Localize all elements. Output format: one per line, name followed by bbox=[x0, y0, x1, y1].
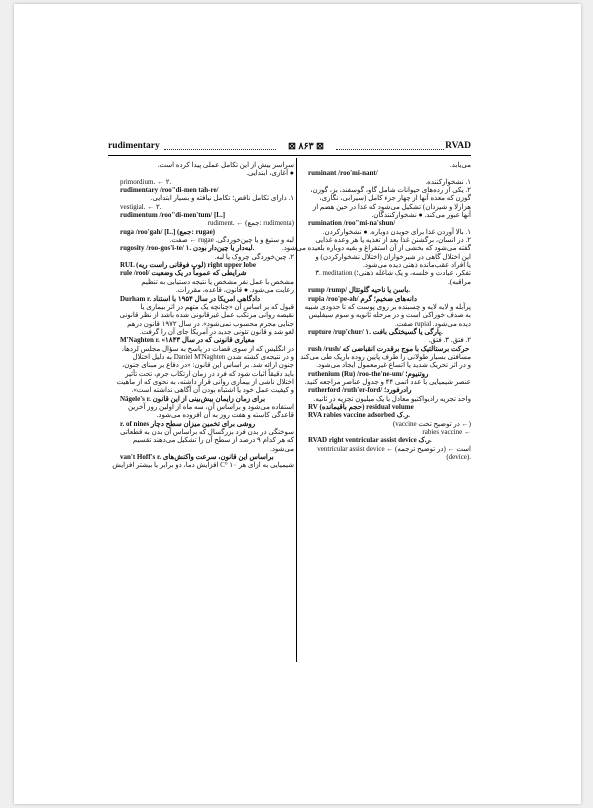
entry-text-line: ● آغازی، ابتدایی. bbox=[246, 169, 294, 178]
entry-text-line: اختلال ناشی از بیماری روانی قرار داشته، به نحوی که از ماهیت bbox=[116, 377, 294, 386]
entry-text-line: باید دقیقاً اثبات شود که فرد در زمان ارتکاب جرم، تحت تأثیر bbox=[125, 369, 294, 378]
page-number-ornament-left: ⊠ bbox=[288, 142, 296, 152]
entry-headword-line: ruthenium (Ru) /roo-the'ne-um/ روتنیوم؛ bbox=[308, 369, 429, 378]
entry-text-line: لبه و ستیغ و یا چین‌خوردگی. rugae ← صفت. bbox=[169, 236, 294, 245]
entry-headword-line: rudimentum /roo"di-men'tum/ [L.] bbox=[120, 211, 226, 220]
entry-text-line: به صدف خوراکی است و در مرحله ثانویه و سوم سیفلیس bbox=[308, 311, 471, 320]
entry-text-line: ۱. بالا آوردن غذا برای جویدن دوباره. ● نشخوارکردن. bbox=[322, 227, 471, 236]
entry-headword-line: rule /rool/ شرایطی که عموماً در یک وضعیت bbox=[120, 269, 247, 278]
entry-headword-line: rumination /roo"mi-na'shun/ bbox=[308, 219, 396, 228]
page-header bbox=[108, 141, 471, 155]
entry-text-line: و در اثر تحریک شدید یا اتساع غیرمعمول ایجاد می‌شود. bbox=[316, 361, 471, 370]
entry-headword-line: rupture /rup'chur/ ۱. پارگی یا گسیختگی بافت. bbox=[308, 327, 443, 336]
entry-text-line: ventricular assist device ← (در توضیح ترجمه) ← است bbox=[317, 444, 471, 453]
entry-text-line: rudiment. ← (جمع: rudimenta) bbox=[207, 219, 294, 228]
entry-text-line: ۲. فتق. ۳. فتق. bbox=[428, 336, 471, 345]
entry-text-line: جنایی مجرم محسوب نمی‌شود». در سال ۱۹۷۲ قانون درهم bbox=[127, 319, 294, 328]
entry-text-line: ۲. چین‌خوردگی چروک یا لبه. bbox=[214, 252, 294, 261]
entry-headword-line: rush /rush/ حرکت برستالتیک با موج برقدرت انقباضی که bbox=[308, 344, 470, 353]
entry-text-line: قاعدگی کاسته و هفت روز به آن افزوده می‌شود. bbox=[156, 411, 294, 420]
entry-headword-line: Nägele's r. برای زمان زایمان بیش‌بینی از این قانون bbox=[120, 394, 266, 403]
entry-headword-line: ruminant /roo'mi-nant/ bbox=[308, 169, 378, 178]
entry-text-line: رعایت می‌شود. ● قانون، قاعده، مقررات. bbox=[176, 286, 294, 295]
entry-headword-line: RUL (لوب فوقانی راست ریه) right upper lobe bbox=[120, 261, 257, 270]
entry-text-line: در انگلیس که از سوی قضات در پاسخ به سؤال مجلس لردها، bbox=[121, 344, 294, 353]
entry-text-line: primordium. ← ۲. bbox=[120, 177, 172, 186]
entry-text-line: یا افراد عقب‌مانده ذهنی دیده می‌شود. bbox=[363, 261, 471, 270]
entry-text-line: گوزن که معده آنها از چهار جزء کامل (سیرابی، نگاری، bbox=[319, 194, 471, 203]
entry-text-line: سوختگی در بدن فرد بزرگسال که براساس آن بدن به قطعاتی bbox=[119, 428, 294, 436]
entry-text-line: استفاده می‌شود و براساس آن، سه ماه از اولین روز آخرین bbox=[127, 402, 294, 411]
entry-text-line: پرآبله و لایه لایه و چسبنده بر روی پوست که تا حدودی شبیه bbox=[304, 302, 471, 311]
dictionary-page bbox=[14, 4, 581, 804]
entry-text-line: آنها عبور می‌کند. ● نشخوارکنندگان. bbox=[371, 211, 471, 220]
entry-text-line: (device). bbox=[446, 453, 471, 462]
entry-headword-line: r. of nines روشی برای تخمین میزان سطح دچار bbox=[120, 419, 256, 428]
entry-headword-line: rugosity /roo-gos'i-te/ ۱. لبه‌دار یا چین‌دار بودن. bbox=[120, 244, 255, 253]
entry-headword-line: ruga /roo'gah/ [L.] (جمع: rugae) bbox=[120, 227, 216, 236]
entry-text-line: مشخص با عمل نفر مشخص یا نتیجه دستیابی به تنظیم bbox=[141, 277, 294, 286]
entry-text-line: این اختلال گاهی در شیرخواران (اختلال نشخوارکردن) و bbox=[315, 252, 471, 261]
entry-headword-line: rupia /roo'pe-ah/ دانه‌های ضخیم؛ گرم bbox=[308, 294, 417, 303]
entry-headword-line: RVA rabies vaccine adsorbed ر.ک. bbox=[308, 411, 410, 420]
entry-text-line: ۲. یکی از رده‌های حیوانات شامل گاو، گوسفند، بز، گوزن، bbox=[310, 186, 471, 195]
entry-text-line: (vaccine در توضیح تحت ←) bbox=[392, 419, 471, 428]
entry-text-line: که هر کدام ۹ درصد از سطح آن را تشکیل می‌دهند تقسیم bbox=[132, 436, 294, 445]
entry-text-line: سراسر بیش از این تکامل عملی پیدا کرده است. bbox=[157, 161, 294, 169]
entry-text-line: لغو شد و قانون تئونی جدید در آمریکا جای آن را گرفت. bbox=[139, 327, 294, 336]
entry-text-line: مراقبه). bbox=[448, 277, 471, 286]
entry-text-line: ۲. در انسان، برگشتن غذا بعد از تغذیه یا هر وعده غذایی bbox=[315, 236, 471, 245]
entry-text-line: ۳. meditation (تفکر، عبادت و خلسه، و یک شاغله ذهنی؛ bbox=[315, 269, 471, 278]
entry-headword-line: Durham r. دادگاهی امریکا در سال ۱۹۵۴ با استناد bbox=[120, 294, 261, 303]
entry-text-line: rabies vaccine ← bbox=[422, 428, 471, 436]
entry-text-line: گفته می‌شود که بخشی از آن استفراغ و بقیه دوباره بلعیده می‌شود. bbox=[281, 244, 471, 253]
entry-headword-line: M'Naghten r. «معیاری قانونی که در سال ۱۸۴۳ bbox=[120, 336, 255, 345]
entry-headword-line: RVAD right ventricular assist device ر.ک. bbox=[308, 436, 432, 445]
page-number-ornament-right: ⊠ bbox=[316, 142, 324, 152]
entry-text-line: هزارلا و شیردان) تشکیل می‌شود که غذا در حین هضم از bbox=[312, 202, 471, 211]
entry-text-line: مسافتی بسیار طولانی را طرف پایین روده باریک طی می‌کند bbox=[300, 352, 471, 361]
header-dot-leader-right bbox=[336, 149, 444, 150]
entry-headword-line: rutherford /ruth'er-ford/ رادرفورد؛ bbox=[308, 386, 412, 395]
entry-headword-line: rump /rump/ باسن یا ناحیه گلوتئال. bbox=[308, 286, 411, 295]
entry-text-line: واحد تجزیه رادیواکتیو معادل با یک میلیون تجزیه در ثانیه. bbox=[313, 394, 471, 403]
entry-text-line: و کیفیت عمل خود یا اشتباه بودن آن آگاهی نداشته است». bbox=[131, 386, 294, 395]
entry-text-line: ۱. نشخوارکننده. bbox=[425, 177, 471, 186]
entry-headword-line: rudimentary /roo"di-men tah-re/ bbox=[120, 186, 219, 195]
entry-text-line: می‌یابد. bbox=[449, 161, 471, 169]
right-guide-word: RVAD bbox=[445, 141, 471, 151]
entry-text-line: نقیصه روانی مرتکب عمل غیرقانونی شده باشد از نظر قانونی bbox=[119, 311, 294, 320]
entry-text-line: دیده می‌شود. rupial صفت. bbox=[394, 319, 471, 328]
entry-text-line: عنصر شیمیایی با عدد اتمی ۴۴ و جدول عناصر مراجعه کنید. bbox=[304, 377, 471, 386]
page-number-text: ۸۶۳ bbox=[298, 142, 314, 152]
entry-text-line: و در نتیجه‌ی کشته شدن Daniel M'Naghten به دلیل اختلال bbox=[132, 352, 294, 361]
entry-text-line: قبول که بر اساس آن «چنانچه یک متهم در اثر بیماری یا bbox=[140, 302, 294, 311]
left-guide-word: rudimentary bbox=[108, 141, 160, 151]
column-divider bbox=[296, 158, 297, 662]
page-number bbox=[280, 141, 332, 152]
header-dot-leader-left bbox=[164, 149, 276, 150]
entry-headword-line: van't Hoff's r. براساس این قانون، سرعت واکنش‌های bbox=[120, 453, 274, 462]
entry-text-line: vestigial. ← ۲. bbox=[120, 202, 162, 211]
entry-text-line: جنون ارائه شد. بر اساس این قانون: «در دفاع بر مبنای جنون، bbox=[122, 361, 294, 370]
entry-text-line: ۱. دارای تکامل ناقص؛ تکامل نیافته و بسیار ابتدایی. bbox=[150, 194, 294, 203]
entry-text-line: می‌شود. bbox=[270, 444, 294, 453]
header-rule bbox=[108, 155, 471, 156]
entry-headword-line: RV (حجم باقیمانده) residual volume bbox=[308, 402, 414, 411]
left-column bbox=[112, 161, 294, 470]
right-column bbox=[281, 161, 471, 462]
entry-text-line: شیمیایی به ازای هر ۱۰ °C افزایش دما، دو برابر یا بیشتر افزایش bbox=[112, 461, 294, 470]
